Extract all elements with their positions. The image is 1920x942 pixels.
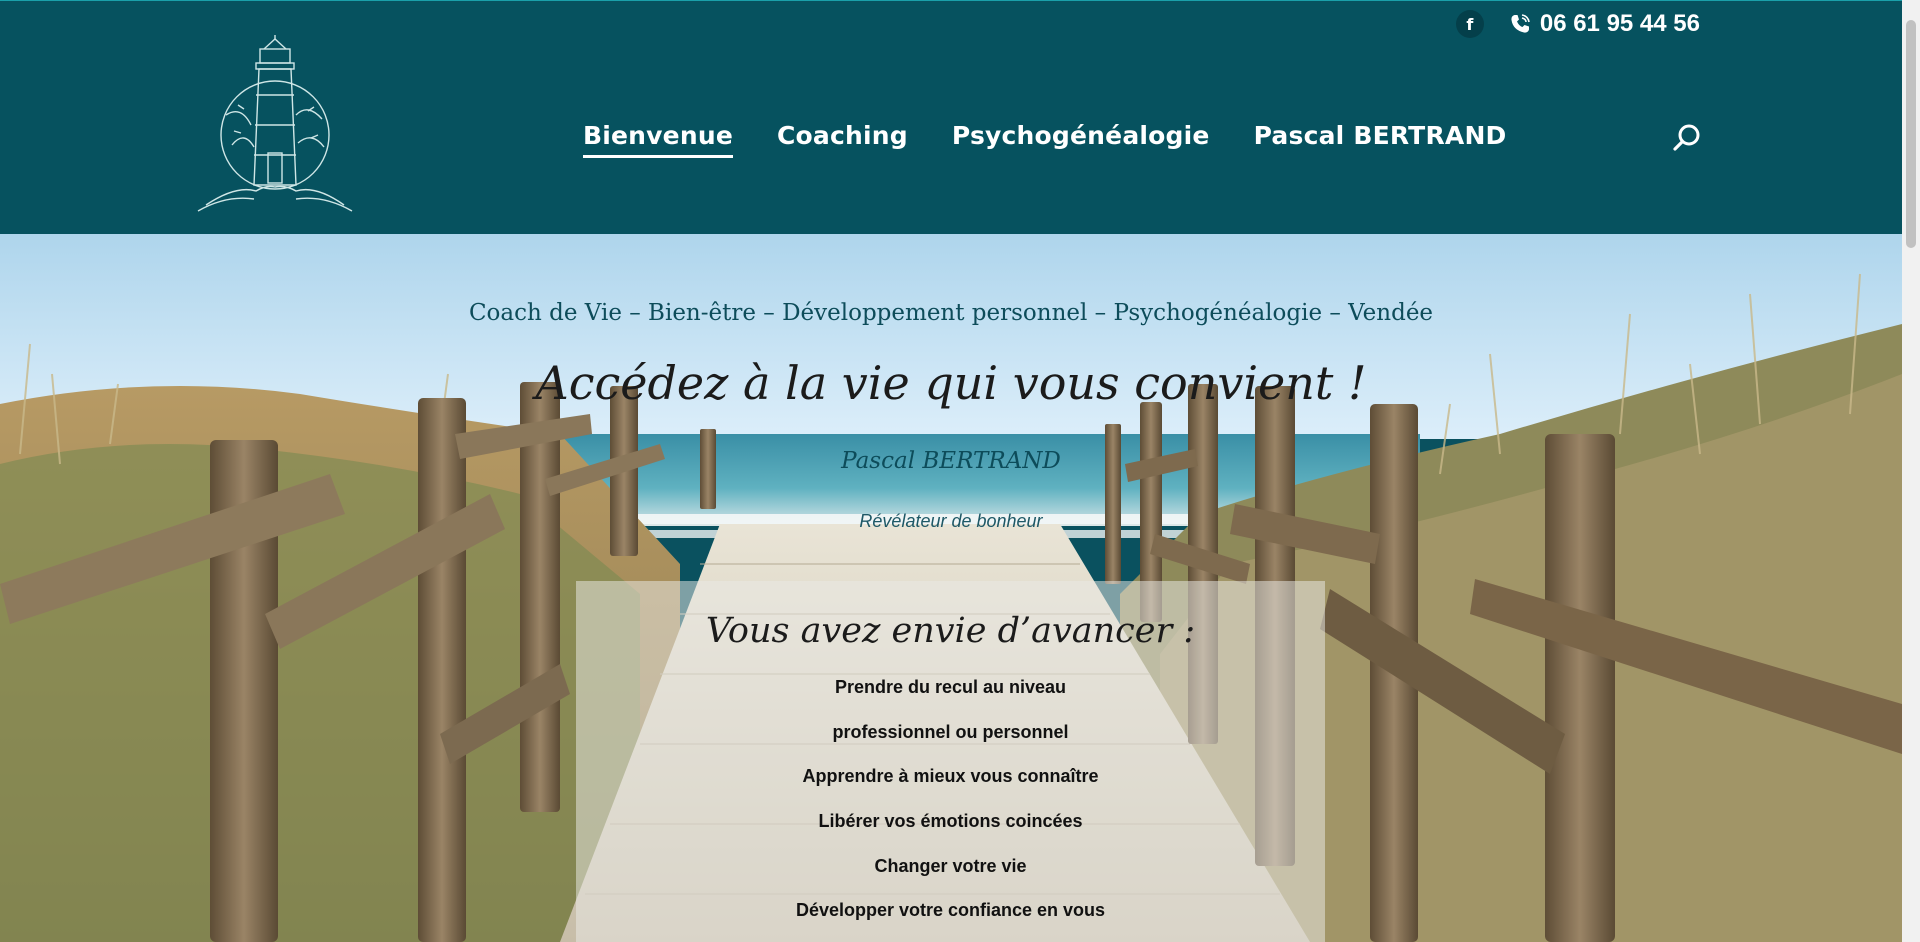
nav-item-pascal-bertrand[interactable]: Pascal BERTRAND: [1253, 121, 1507, 150]
nav-item-psychogenealogie[interactable]: Psychogénéalogie: [951, 121, 1210, 150]
page-scrollbar[interactable]: [1902, 0, 1920, 942]
nav-item-coaching[interactable]: Coaching: [776, 121, 908, 150]
list-item: Apprendre à mieux vous connaître: [802, 766, 1099, 787]
list-item: Changer votre vie: [874, 855, 1027, 876]
site-header: [0, 0, 1902, 235]
hero-subtitle: Coach de Vie – Bien-être – Développement personnel – Psychogénéalogie – Vendée: [468, 300, 1434, 326]
nav-item-bienvenue[interactable]: Bienvenue: [583, 121, 733, 158]
list-item: professionnel ou personnel: [832, 721, 1069, 742]
hero-headline: Accédez à la vie qui vous convient !: [535, 356, 1367, 410]
benefits-panel: [576, 581, 1325, 942]
hero-section: [0, 234, 1902, 942]
list-item: Libérer vos émotions coincées: [818, 811, 1083, 832]
phone-number: 06 61 95 44 56: [1539, 10, 1700, 37]
list-item: Développer votre confiance en vous: [795, 900, 1106, 921]
hero-author: Pascal BERTRAND: [841, 448, 1061, 474]
phone-link[interactable]: [1508, 10, 1700, 38]
facebook-letter: f: [1466, 14, 1474, 34]
scrollbar-thumb[interactable]: [1906, 20, 1916, 248]
search-icon[interactable]: [1672, 123, 1702, 153]
benefits-title: Vous avez envie d’avancer :: [705, 611, 1196, 651]
facebook-icon[interactable]: [1456, 10, 1484, 38]
list-item: Prendre du recul au niveau: [834, 677, 1067, 697]
lighthouse-tree-logo-icon[interactable]: [196, 35, 354, 213]
topbar: [1456, 9, 1700, 39]
main-nav: [583, 121, 1551, 158]
phone-icon: [1508, 12, 1532, 36]
hero-tagline: Révélateur de bonheur: [859, 511, 1043, 531]
benefits-list: [576, 665, 1325, 933]
